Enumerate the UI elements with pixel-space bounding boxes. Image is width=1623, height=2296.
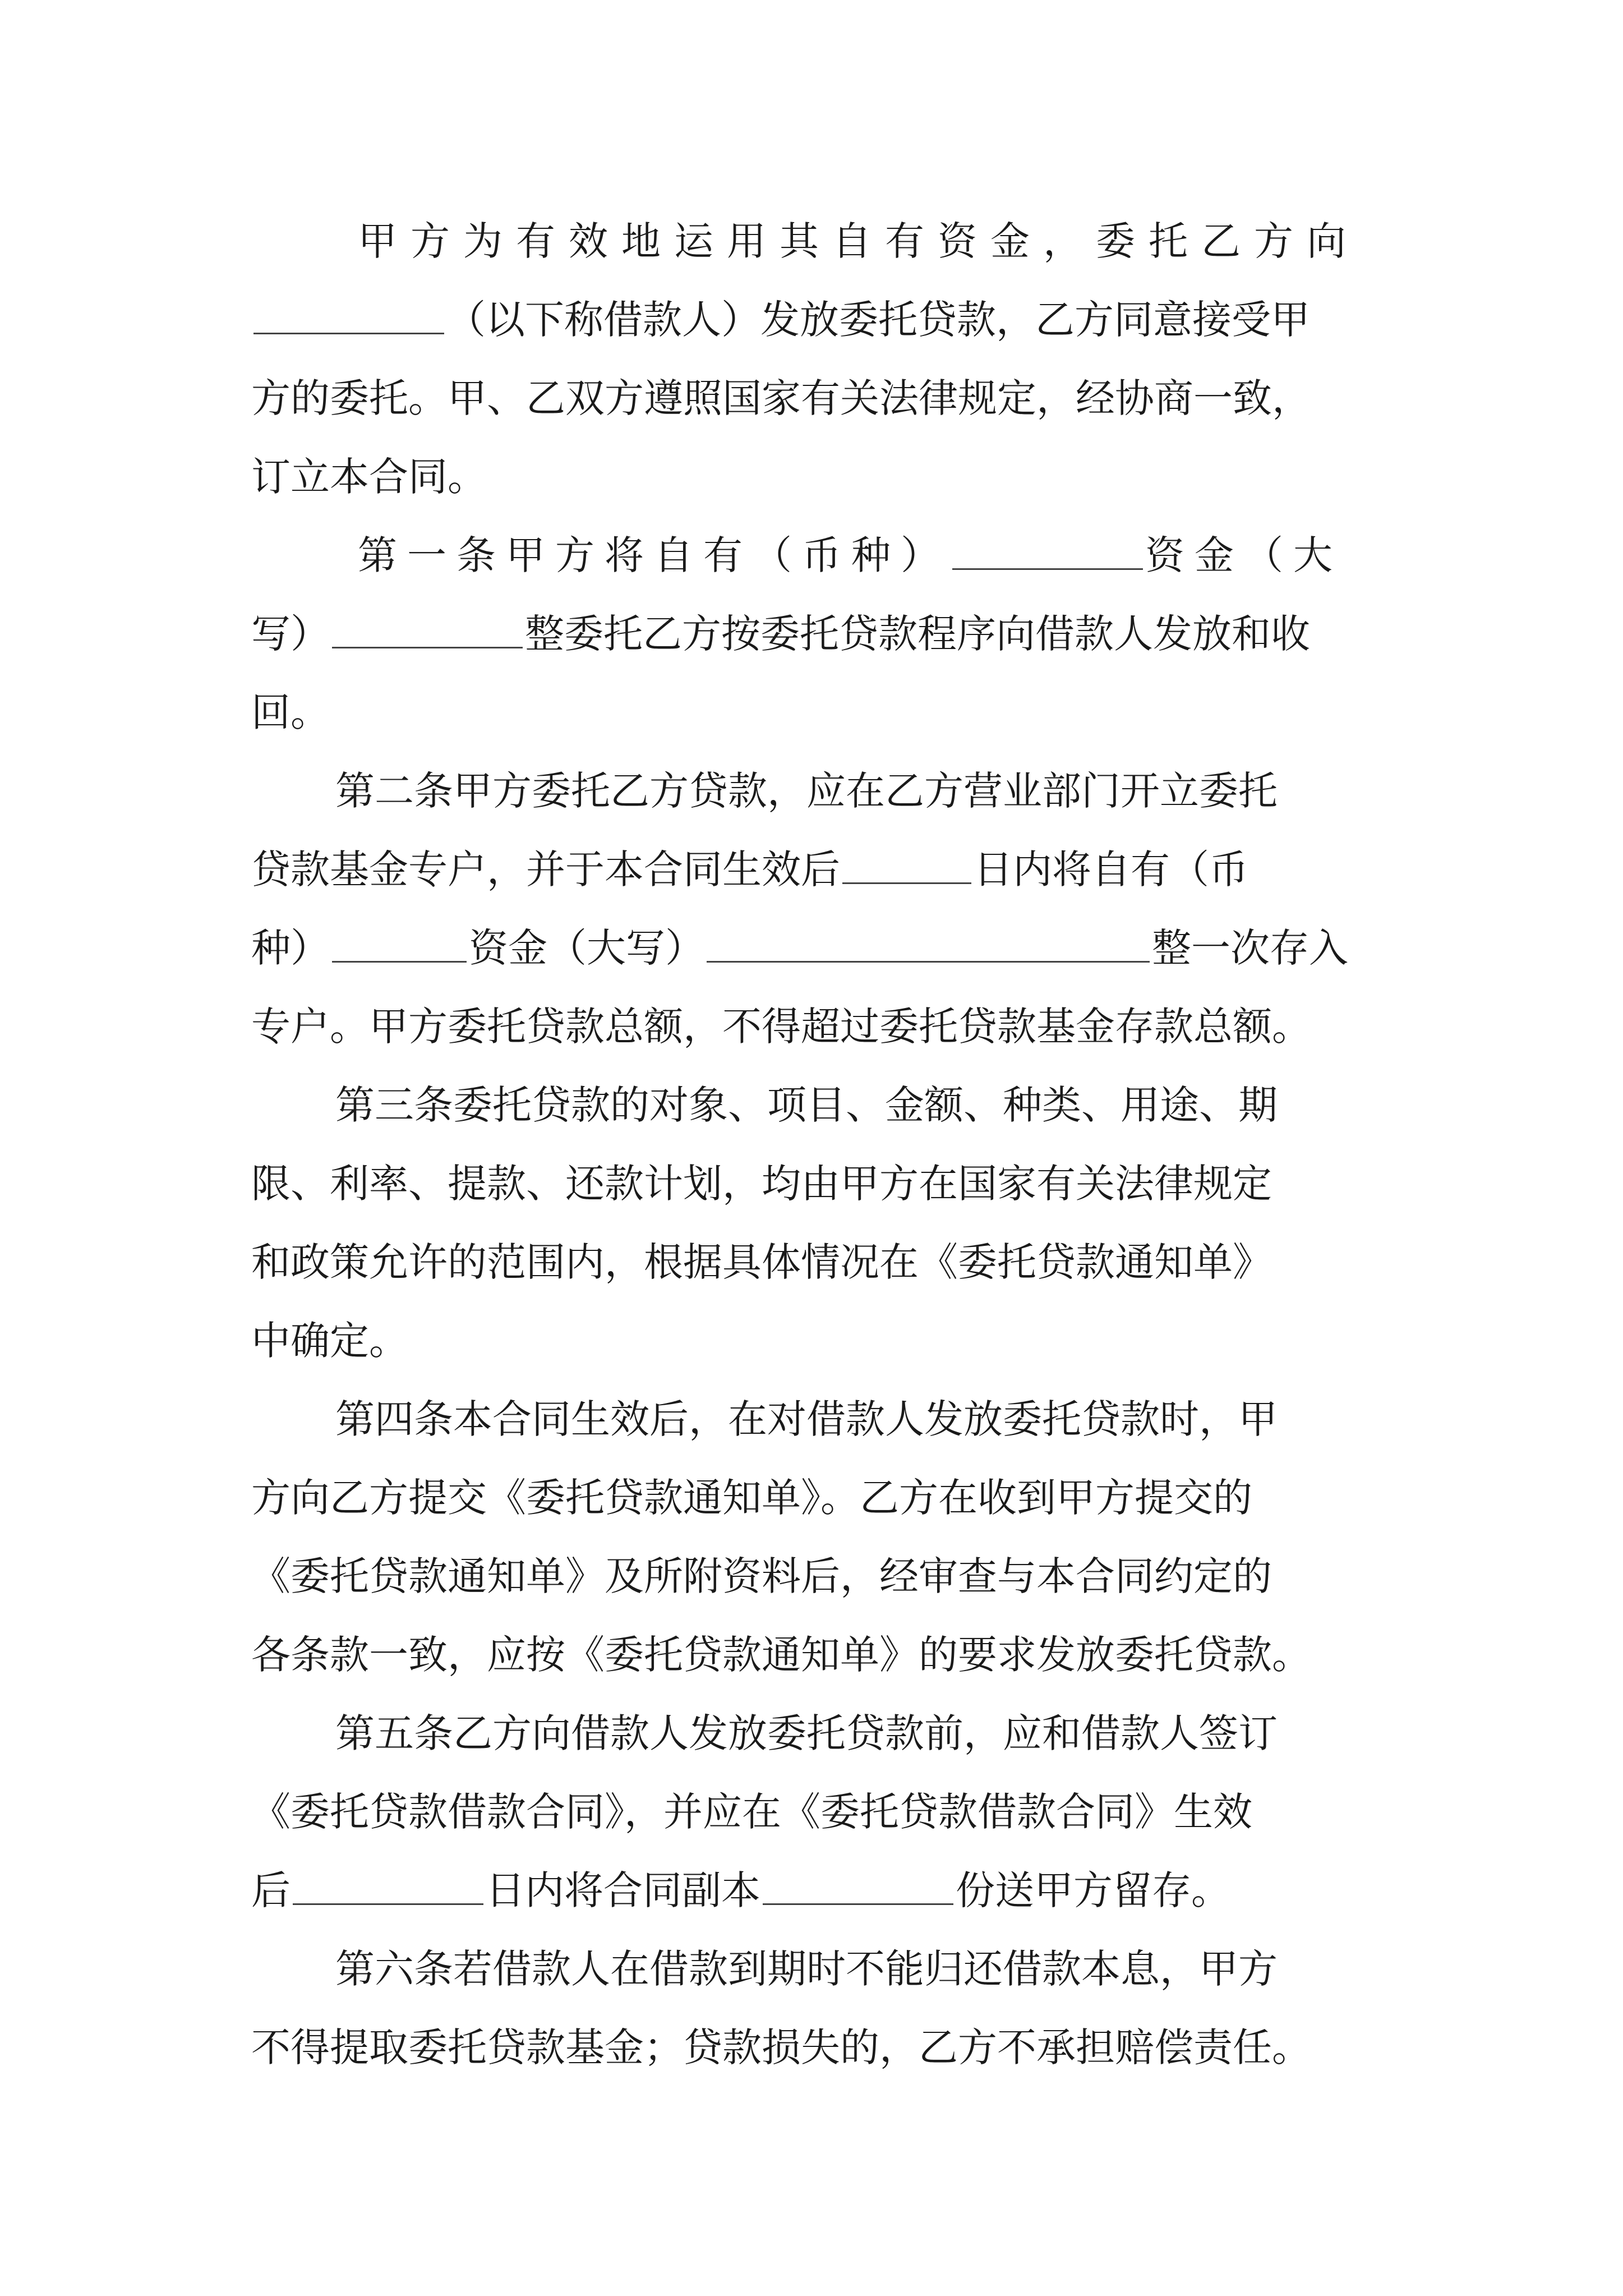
article-6-line-2 bbox=[251, 2019, 1311, 2076]
text-segment: 中确定。 bbox=[251, 1318, 408, 1364]
text-segment: 不得提取委托贷款基金；贷款损失的，乙方不承担赔偿责任。 bbox=[251, 2024, 1311, 2070]
text-segment: 整委托乙方按委托贷款程序向借款人发放和收 bbox=[525, 611, 1310, 657]
amount-uppercase-blank bbox=[707, 934, 1150, 963]
text-segment: 种） bbox=[251, 925, 330, 971]
text-segment: 订立本合同。 bbox=[251, 454, 487, 500]
text-segment: 专户。甲方委托贷款总额，不得超过委托贷款基金存款总额。 bbox=[251, 1004, 1311, 1050]
article-1-line-1 bbox=[358, 527, 1343, 583]
article-4-line-1 bbox=[335, 1391, 1278, 1447]
text-segment: 后 bbox=[251, 1867, 291, 1913]
text-segment: 日内将合同副本 bbox=[486, 1867, 760, 1913]
text-segment: 第三条委托贷款的对象、项目、金额、种类、用途、期 bbox=[335, 1082, 1278, 1128]
article-6-line-1 bbox=[335, 1941, 1278, 1997]
amount-uppercase-blank bbox=[332, 620, 523, 648]
article-1-line-2 bbox=[251, 606, 1310, 662]
article-3-line-4 bbox=[251, 1313, 408, 1369]
text-segment: 各条款一致，应按《委托贷款通知单》的要求发放委托贷款。 bbox=[251, 1632, 1311, 1678]
text-segment: 份送甲方留存。 bbox=[956, 1867, 1230, 1913]
text-segment: 和政策允许的范围内，根据具体情况在《委托贷款通知单》 bbox=[251, 1239, 1272, 1285]
text-segment: 《委托贷款借款合同》，并应在《委托贷款借款合同》生效 bbox=[251, 1789, 1252, 1835]
days-blank bbox=[293, 1876, 483, 1905]
article-4-line-3 bbox=[251, 1548, 1272, 1604]
text-segment: 第一条甲方将自有（币种） bbox=[358, 532, 950, 578]
article-4-line-4 bbox=[251, 1627, 1311, 1683]
borrower-name-blank bbox=[253, 306, 444, 334]
preamble-line-2 bbox=[251, 292, 1310, 348]
currency-blank bbox=[332, 934, 467, 963]
article-5-line-1 bbox=[335, 1705, 1278, 1761]
article-3-line-1 bbox=[335, 1077, 1278, 1133]
article-2-line-2 bbox=[251, 841, 1248, 898]
text-segment: 日内将自有（币 bbox=[974, 846, 1248, 892]
article-3-line-3 bbox=[251, 1234, 1272, 1290]
article-5-line-2 bbox=[251, 1784, 1252, 1840]
text-segment: 贷款基金专户，并于本合同生效后 bbox=[251, 846, 840, 892]
text-segment: 资金（大 bbox=[1145, 532, 1343, 578]
article-4-line-2 bbox=[251, 1470, 1252, 1526]
text-segment: 方的委托。甲、乙双方遵照国家有关法律规定，经协商一致， bbox=[251, 375, 1311, 421]
currency-blank bbox=[952, 541, 1143, 570]
preamble-line-3 bbox=[251, 370, 1311, 426]
text-segment: 第六条若借款人在借款到期时不能归还借款本息，甲方 bbox=[335, 1946, 1278, 1992]
article-1-line-3 bbox=[251, 684, 330, 740]
article-5-line-3 bbox=[251, 1862, 1230, 1918]
article-2-line-1 bbox=[335, 763, 1278, 819]
text-segment: 第二条甲方委托乙方贷款，应在乙方营业部门开立委托 bbox=[335, 768, 1278, 814]
text-segment: 回。 bbox=[251, 689, 330, 735]
text-segment: （以下称借款人）发放委托贷款，乙方同意接受甲 bbox=[446, 297, 1310, 343]
text-segment: 方向乙方提交《委托贷款通知单》。乙方在收到甲方提交的 bbox=[251, 1475, 1252, 1521]
text-segment: 整一次存入 bbox=[1152, 925, 1348, 971]
text-segment: 写） bbox=[251, 611, 330, 657]
preamble-line-1 bbox=[358, 213, 1359, 269]
text-segment: 第五条乙方向借款人发放委托贷款前，应和借款人签订 bbox=[335, 1710, 1278, 1756]
days-blank bbox=[842, 855, 971, 884]
text-segment: 限、利率、提款、还款计划，均由甲方在国家有关法律规定 bbox=[251, 1161, 1272, 1207]
preamble-line-4 bbox=[251, 449, 487, 505]
text-segment: 甲方为有效地运用其自有资金，委托乙方向 bbox=[358, 218, 1359, 264]
article-3-line-2 bbox=[251, 1156, 1272, 1212]
copies-blank bbox=[763, 1876, 953, 1905]
article-2-line-3 bbox=[251, 920, 1348, 976]
text-segment: 第四条本合同生效后，在对借款人发放委托贷款时，甲 bbox=[335, 1396, 1278, 1442]
text-segment: 《委托贷款通知单》及所附资料后，经审查与本合同约定的 bbox=[251, 1553, 1272, 1599]
text-segment: 资金（大写） bbox=[469, 925, 704, 971]
article-2-line-4 bbox=[251, 999, 1311, 1055]
